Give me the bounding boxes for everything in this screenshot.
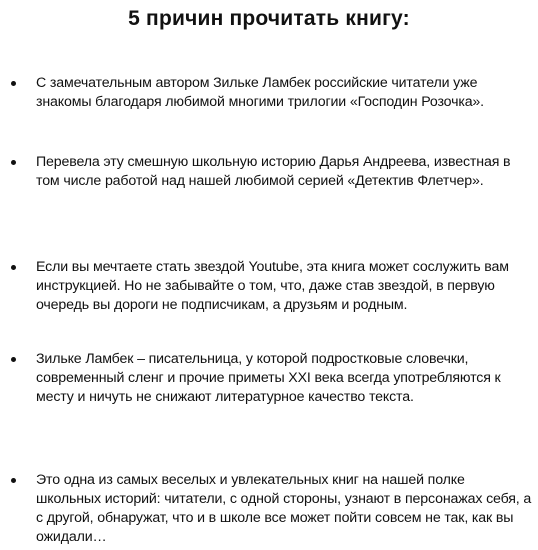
bullet-icon: [11, 357, 16, 362]
bullet-icon: [11, 160, 16, 165]
bullet-icon: [11, 81, 16, 86]
reason-text: Перевела эту смешную школьную историю Дарья Андреева, известная в том числе работой над нашей любимой серией «Детектив Флетчер».: [36, 154, 511, 189]
reason-text: Это одна из самых веселых и увлекательных книг на нашей полке школьных историй: читатели, с одной стороны, узнают в персонажах себя, а с другой, обнаружат, что и в школе все может пойти совсем не так, как вы ожидали…: [36, 472, 532, 545]
reason-text: Если вы мечтаете стать звездой Youtube, эта книга может сослужить вам инструкцией. Но не забывайте о том, что, даже став звездой, в первую очередь вы дороги не подписчикам, а друзьям и родным.: [36, 259, 509, 313]
bullet-icon: [11, 265, 16, 270]
reason-text: Зильке Ламбек – писательница, у которой подростковые словечки, современный сленг и прочие приметы XXI века всегда употребляются к месту и ничуть не снижают литературное качество текста.: [36, 351, 501, 405]
page-title: 5 причин прочитать книгу:: [128, 7, 410, 30]
bullet-icon: [11, 478, 16, 483]
reason-text: С замечательным автором Зильке Ламбек российские читатели уже знакомы благодаря любимой многими трилогии «Господин Розочка».: [36, 75, 484, 110]
